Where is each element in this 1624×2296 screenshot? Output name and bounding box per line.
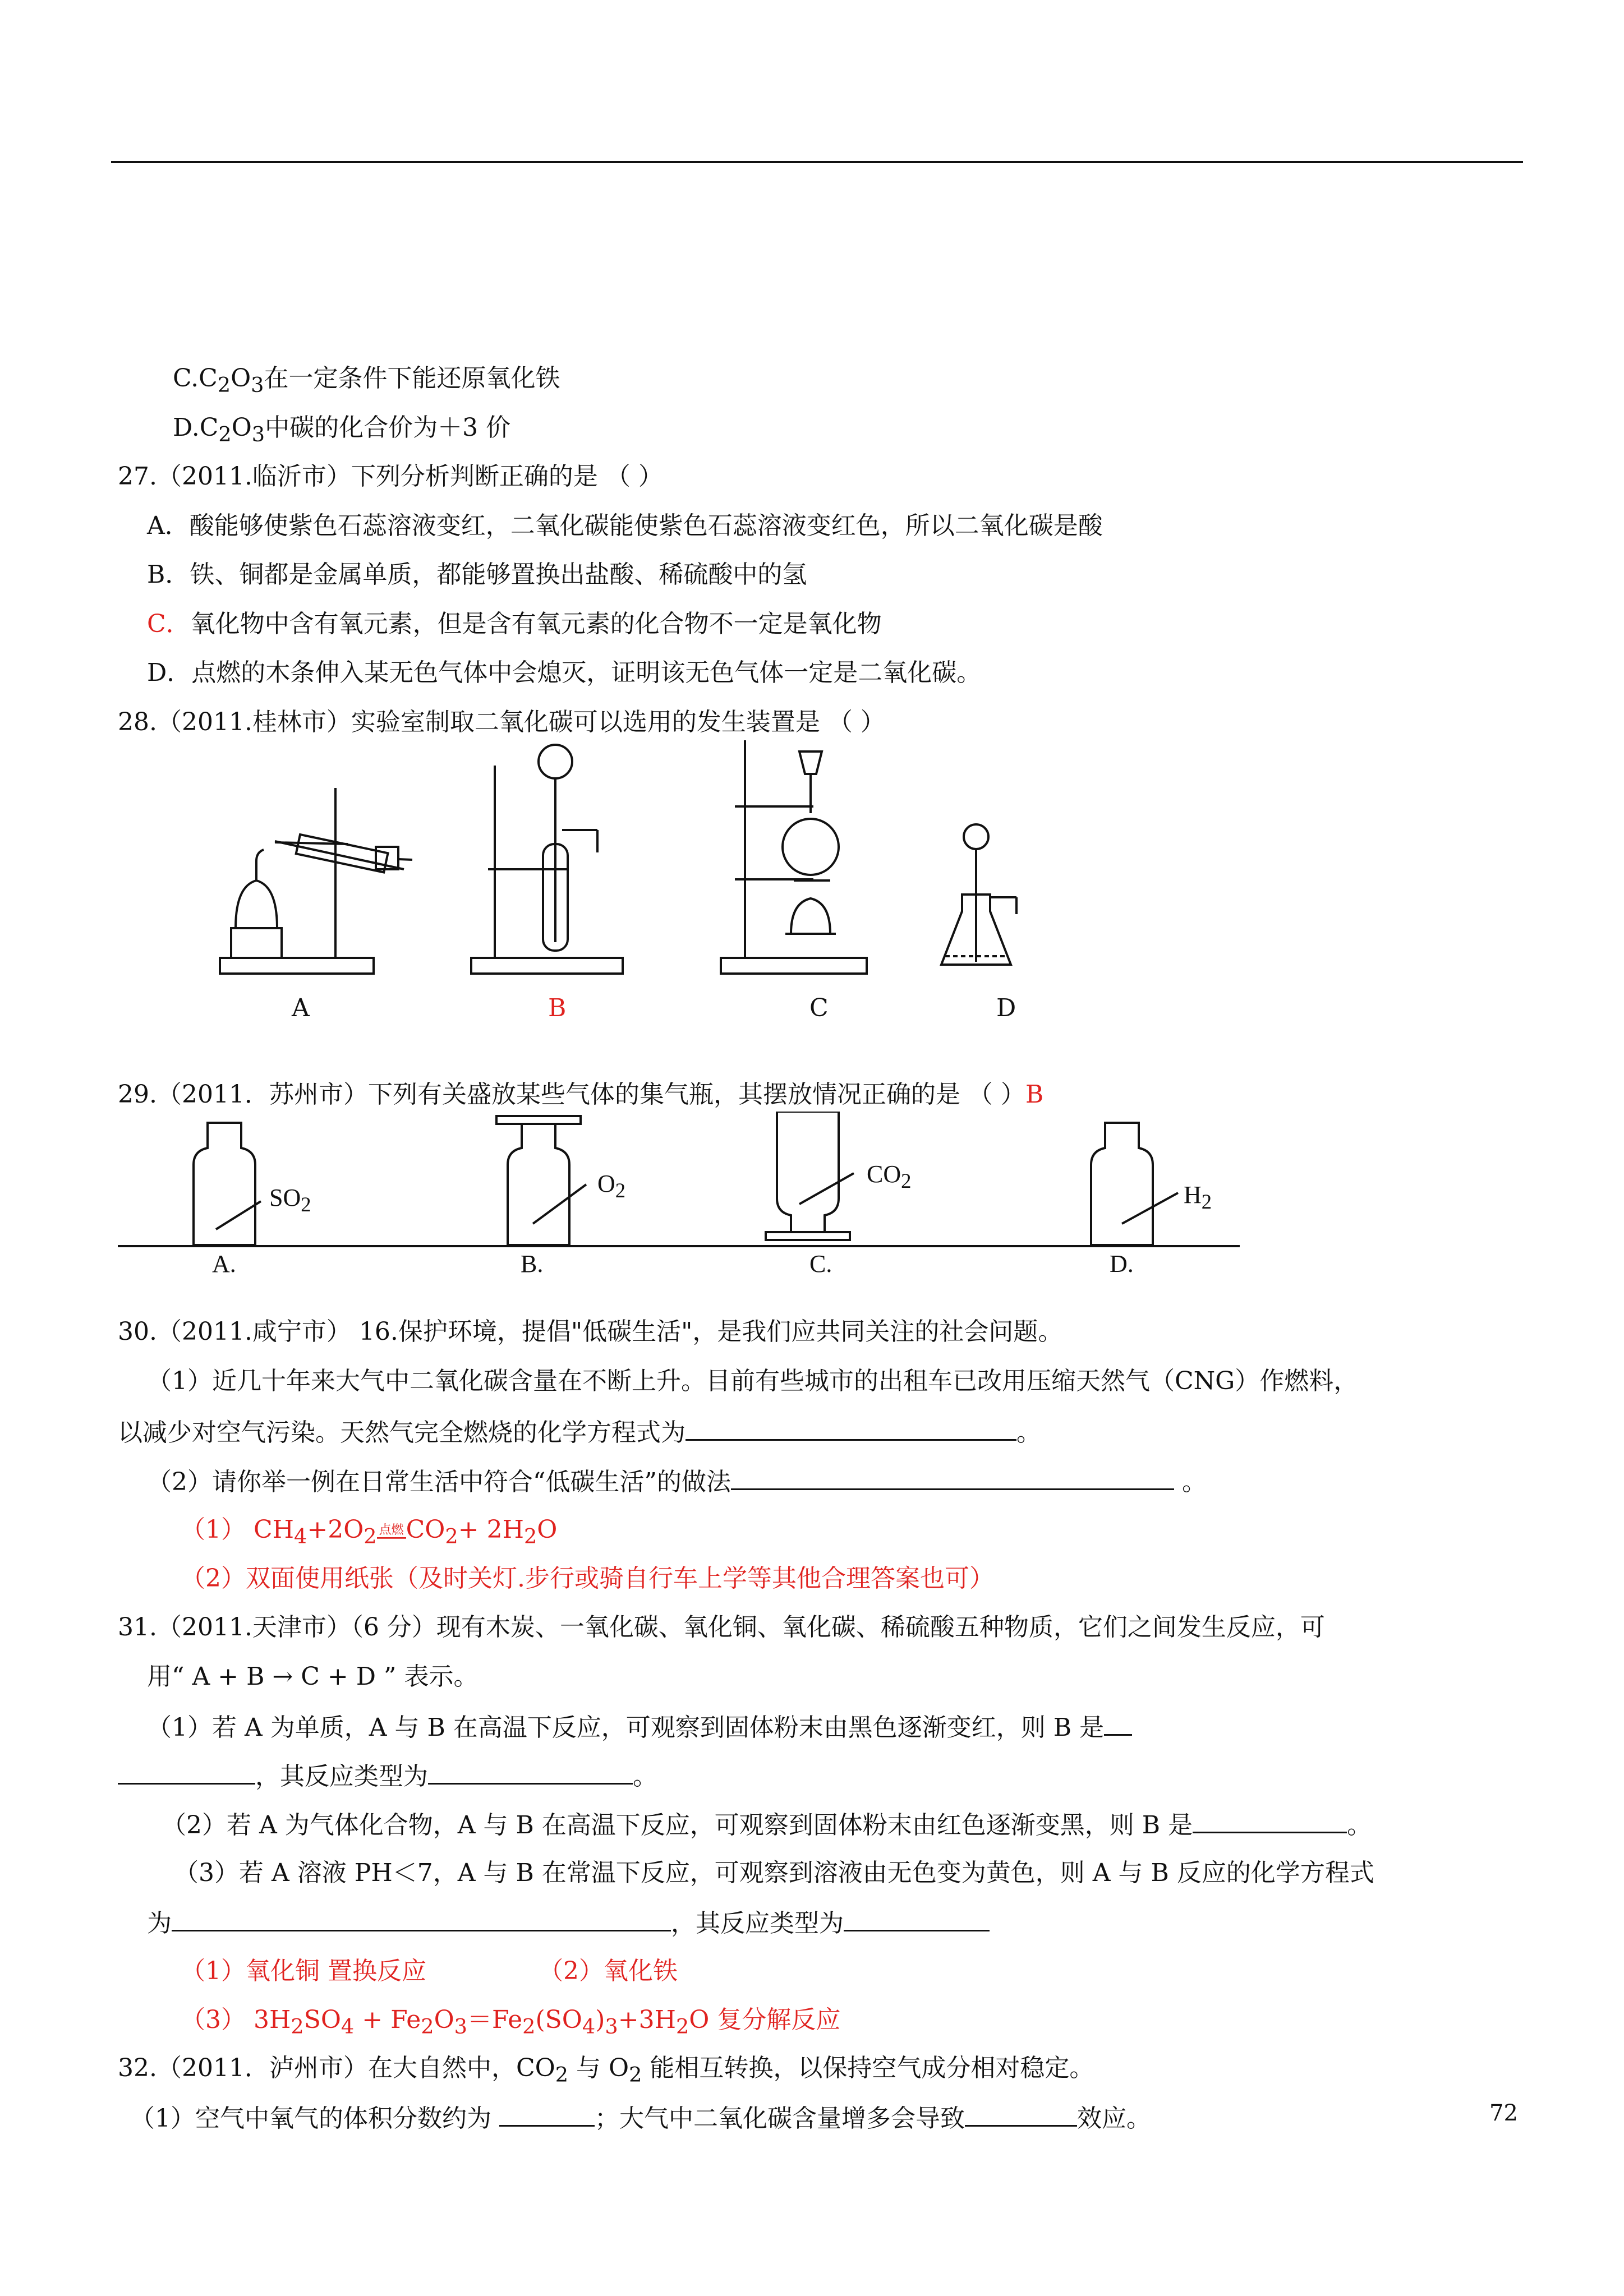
q30-answer-2: （2）双面使用纸张（及时关灯.步行或骑自行车上学等其他合理答案也可） xyxy=(181,1564,994,1593)
header-rule xyxy=(111,161,1523,163)
q29-label-c: C. xyxy=(809,1250,832,1278)
q30-answer-1: （1） $CH_4+2O_2$ 点燃$CO_2+ 2H_2O$ xyxy=(181,1515,558,1548)
q32-part1: （1）空气中氧气的体积分数约为 ；大气中二氧化碳含量增多会导致 效应。 xyxy=(130,2100,1151,2136)
q28-stem: 28.（2011.桂林市）实验室制取二氧化碳可以选用的发生装置是 （ ） xyxy=(118,708,885,736)
q30-part1-line1: （1）近几十年来大气中二氧化碳含量在不断上升。目前有些城市的出租车已改用压缩天然气（CNG）作燃料， xyxy=(147,1367,1359,1395)
q31-part3-line1: （3）若 A 溶液 PH＜7，A 与 B 在常温下反应，可观察到溶液由无色变为黄色，则 A 与 B 反应的化学方程式 xyxy=(174,1859,1374,1887)
q27-option-a: A．酸能够使紫色石蕊溶液变红，二氧化碳能使紫色石蕊溶液变红色，所以二氧化碳是酸 xyxy=(147,511,1103,540)
q28-label-b: B xyxy=(548,994,567,1022)
q28-label-a: A xyxy=(292,994,310,1022)
bottle-a xyxy=(194,1123,255,1245)
q28-apparatus-figure xyxy=(208,740,1133,993)
q27-option-c: C．氧化物中含有氧元素，但是含有氧元素的化合物不一定是氧化物 xyxy=(147,610,882,638)
q31-part1-line1: （1）若 A 为单质，A 与 B 在高温下反应，可观察到固体粉末由黑色逐渐变红，则 B 是 xyxy=(147,1709,1132,1745)
q31-answer-1-2: （1）氧化铜 置换反应 （2）氧化铁 xyxy=(181,1957,678,1985)
q29-stem: 29.（2011．苏州市）下列有关盛放某些气体的集气瓶，其摆放情况正确的是 （ ）B xyxy=(118,1080,1044,1109)
q31-stem-line2: 用“ A + B → C + D ” 表示。 xyxy=(147,1662,479,1691)
q31-part3-line2: 为 ，其反应类型为 xyxy=(147,1905,990,1940)
q29-label-a: A. xyxy=(212,1250,236,1278)
apparatus-d xyxy=(941,824,1016,965)
condition-ignite: 点燃 xyxy=(377,1524,406,1539)
gas-label-o2: $O_2$ xyxy=(597,1170,626,1202)
q28-label-c: C xyxy=(809,994,829,1022)
gas-label-so2: $SO_2$ xyxy=(269,1184,311,1216)
q26-option-d: $D.C_2O_3$中碳的化合价为＋3 价 xyxy=(173,413,511,446)
q26-option-c: $C.C_2O_3$在一定条件下能还原氧化铁 xyxy=(173,364,560,397)
q30-part1-line2: 以减少对空气污染。天然气完全燃烧的化学方程式为 。 xyxy=(118,1414,1041,1450)
q27-option-b: B．铁、铜都是金属单质，都能够置换出盐酸、稀硫酸中的氢 xyxy=(147,560,807,589)
q30-stem: 30.（2011.咸宁市） 16.保护环境，提倡"低碳生活"，是我们应共同关注的社会问题。 xyxy=(118,1317,1063,1346)
gas-label-co2: $CO_2$ xyxy=(867,1160,912,1192)
q31-part2: （2）若 A 为气体化合物，A 与 B 在高温下反应，可观察到固体粉末由红色逐渐变黑，则 B 是 。 xyxy=(162,1807,1372,1842)
bottle-b-cover xyxy=(496,1116,581,1124)
q31-part1-line2: ，其反应类型为 。 xyxy=(118,1758,657,1794)
q32-stem: 32.（2011．泸州市）在大自然中，$CO_2$ 与 $O_2$ 能相互转换，以保持空气成分相对稳定。 xyxy=(118,2054,1094,2087)
q29-label-b: B. xyxy=(521,1250,544,1278)
bottle-b xyxy=(508,1124,569,1245)
q30-part2: （2）请你举一例在日常生活中符合“低碳生活”的做法 。 xyxy=(147,1464,1207,1499)
apparatus-c xyxy=(721,740,867,974)
q28-label-d: D xyxy=(996,994,1016,1022)
apparatus-b xyxy=(471,745,623,974)
q31-answer-3: （3） $3H_2SO_4 + Fe_2O_3=Fe_2(SO_4)_3+3H_2O$ 复分解反应 xyxy=(181,2005,841,2039)
page-number: 72 xyxy=(1489,2100,1518,2126)
q29-answer: B xyxy=(1025,1080,1044,1109)
bottle-d xyxy=(1091,1123,1153,1245)
gas-label-h2: $H_2$ xyxy=(1184,1181,1212,1213)
bottle-c xyxy=(777,1112,839,1232)
q27-option-d: D．点燃的木条伸入某无色气体中会熄灭，证明该无色气体一定是二氧化碳。 xyxy=(147,658,982,687)
q31-stem-line1: 31.（2011.天津市）（6 分）现有木炭、一氧化碳、氧化铜、氧化碳、稀硫酸五种物质，它们之间发生反应，可 xyxy=(118,1613,1325,1642)
q27-stem: 27.（2011.临沂市）下列分析判断正确的是 （ ） xyxy=(118,462,663,491)
q27-answer-letter: C． xyxy=(147,610,191,638)
apparatus-a xyxy=(220,788,412,974)
q29-label-d: D. xyxy=(1110,1250,1134,1278)
